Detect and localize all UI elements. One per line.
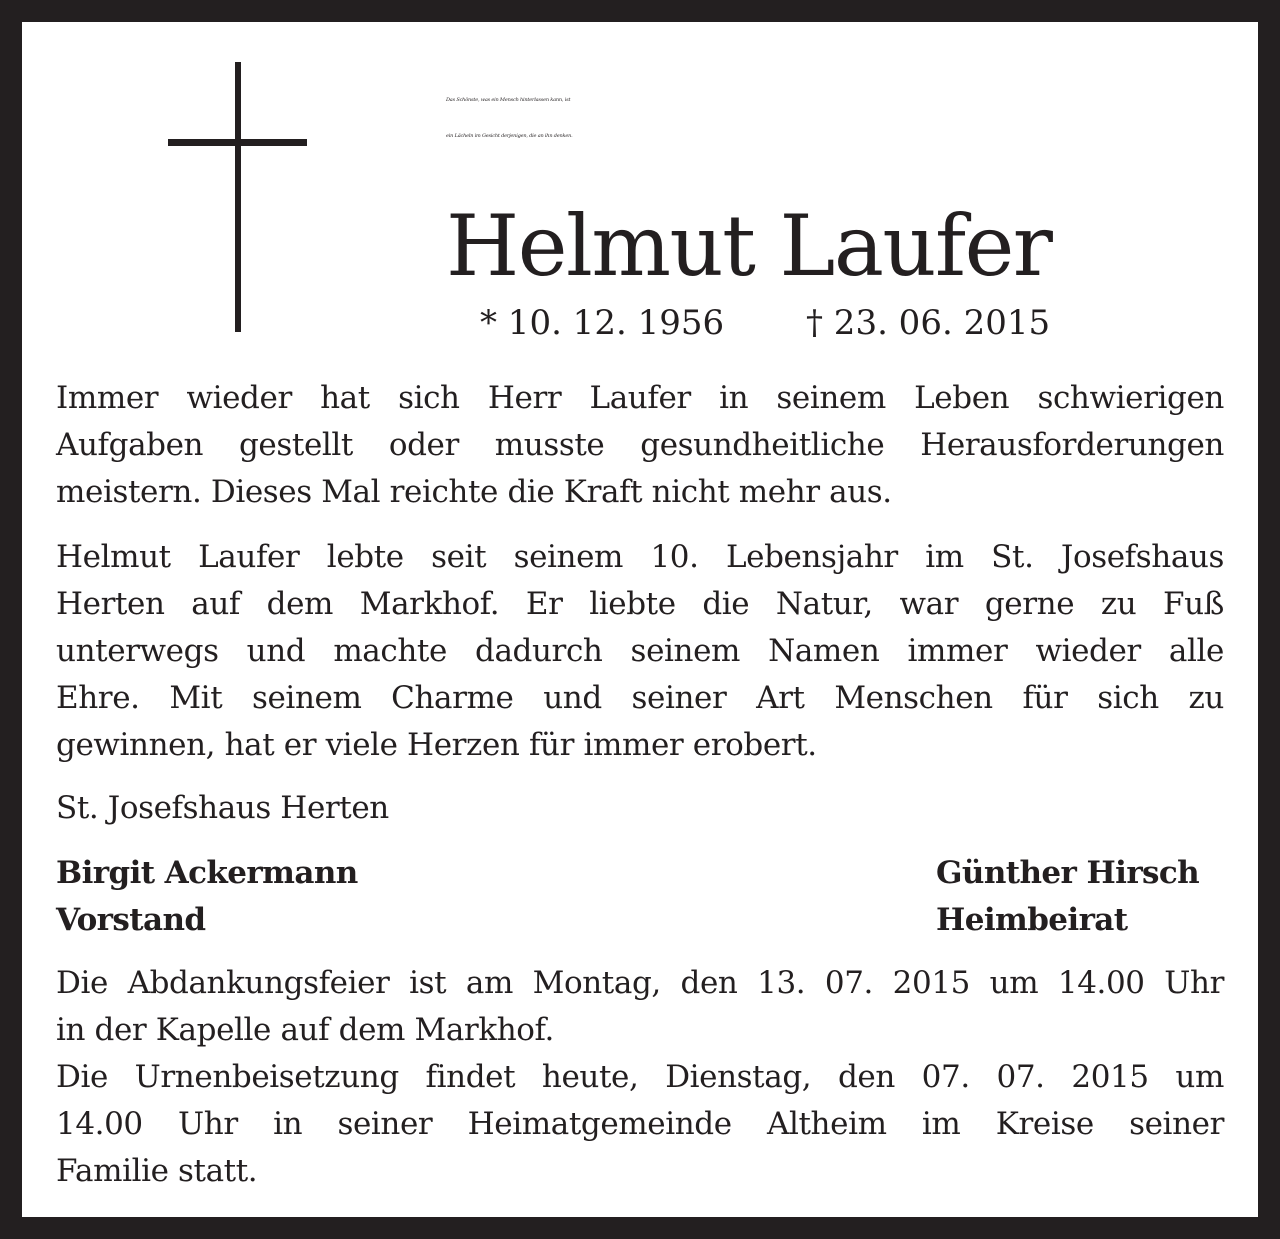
signatory-left — [56, 850, 358, 944]
text-line: in der Kapelle auf dem Markhof. — [56, 1012, 554, 1048]
motto-quote — [446, 82, 1246, 154]
text-line: Herten auf dem Markhof. Er liebte die Natur, war gerne zu Fuß — [56, 586, 1224, 622]
text-line: Familie statt. — [56, 1153, 258, 1189]
signatory-right — [936, 850, 1199, 944]
text-line: meistern. Dieses Mal reichte die Kraft nicht mehr aus. — [56, 474, 892, 510]
text-line: Immer wieder hat sich Herr Laufer in seinem Leben schwierigen — [56, 380, 1224, 416]
signatory-name: Birgit Ackermann — [56, 855, 358, 891]
text-line: gewinnen, hat er viele Herzen für immer erobert. — [56, 727, 817, 763]
text-line: Aufgaben gestellt oder musste gesundheitliche Herausforderungen — [56, 427, 1224, 463]
birth-date: * 10. 12. 1956 — [480, 303, 725, 343]
cross-icon — [235, 62, 241, 332]
text-line: 14.00 Uhr in seiner Heimatgemeinde Altheim im Kreise seiner — [56, 1106, 1224, 1142]
paragraph-tribute-intro — [56, 375, 1224, 516]
motto-line: Das Schönste, was ein Mensch hinterlassen kann, ist — [446, 97, 571, 103]
text-line: Helmut Laufer lebte seit seinem 10. Lebensjahr im St. Josefshaus — [56, 539, 1224, 575]
organization-name: St. Josefshaus Herten — [56, 790, 389, 826]
signatory-name: Günther Hirsch — [936, 855, 1200, 891]
signatory-role: Heimbeirat — [936, 902, 1128, 938]
text-line: Die Urnenbeisetzung findet heute, Dienstag, den 07. 07. 2015 um — [56, 1059, 1224, 1095]
deceased-name: Helmut Laufer — [446, 197, 1052, 295]
signatory-role: Vorstand — [56, 902, 206, 938]
text-line: unterwegs und machte dadurch seinem Namen immer wieder alle — [56, 633, 1224, 669]
paragraph-funeral-details — [56, 960, 1224, 1195]
paragraph-biography — [56, 534, 1224, 769]
cross-icon-bar — [168, 139, 307, 146]
text-line: Ehre. Mit seinem Charme und seiner Art Menschen für sich zu — [56, 680, 1224, 716]
motto-line: ein Lächeln im Gesicht derjenigen, die an ihn denken. — [446, 133, 573, 139]
text-line: Die Abdankungsfeier ist am Montag, den 13. 07. 2015 um 14.00 Uhr — [56, 965, 1224, 1001]
death-date: † 23. 06. 2015 — [806, 303, 1051, 343]
